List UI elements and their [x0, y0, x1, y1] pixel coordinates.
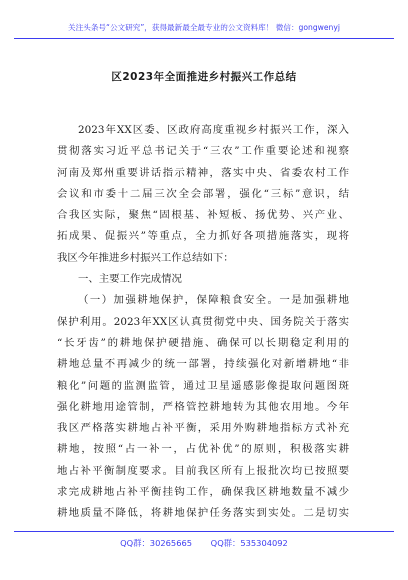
text-line: 我区严格落实耕地占补平衡，采用外购耕地指标方式补充: [57, 422, 349, 435]
document-body: [57, 120, 349, 525]
text-line: “长牙齿”的耕地保护硬措施、确保可以长期稳定利用的: [57, 336, 349, 349]
text-line: 一、主要工作完成情况: [78, 273, 182, 286]
text-line: 2023年XX区委、区政府高度重视乡村振兴工作，深入: [78, 124, 349, 136]
text-line: 耕地质量不降低，将耕地保护任务落实到实处。二是切实: [57, 507, 349, 520]
text-line: 贯彻落实习近平总书记关于“三农”工作重要论述和视察: [57, 145, 349, 158]
footer-divider: [14, 531, 394, 532]
text-line: 求完成耕地占补平衡挂钩工作，确保我区耕地数量不减少: [57, 486, 349, 499]
text-line: （一）加强耕地保护，保障粮食安全。一是加强耕地: [78, 294, 349, 307]
header-divider: [14, 38, 394, 39]
text-line: 会议和市委十二届三次全会部署，强化“三标”意识，结: [57, 187, 349, 200]
text-line: 保护利用。2023年XX区认真贯彻党中央、国务院关于落实: [57, 315, 349, 328]
text-line: 河南及郑州重要讲话指示精神，落实中央、省委农村工作: [57, 166, 349, 179]
text-line: 耕地总量不再减少的统一部署，持续强化对新增耕地“非: [57, 358, 349, 371]
footer-banner: [0, 537, 408, 549]
text-line: 合我区实际，聚焦“固根基、补短板、扬优势、兴产业、: [57, 209, 349, 222]
footer-qq-group-2: QQ群：535304092: [210, 538, 288, 548]
document-title: 区2023年全面推进乡村振兴工作总结: [111, 71, 297, 83]
section-heading: [57, 269, 349, 290]
text-line: 粮化”问题的监测监管，通过卫星遥感影像提取问题图斑: [57, 379, 349, 392]
footer-qq-group-1: QQ群：30265665: [120, 538, 193, 548]
paragraph-intro: [57, 120, 349, 269]
text-line: 地占补平衡制度要求。目前我区所有上报批次均已按照要: [57, 464, 349, 477]
text-line: 耕地，按照“占一补一，占优补优”的原则，积极落实耕: [57, 443, 349, 456]
paragraph-farmland: [57, 290, 349, 524]
text-line: 拓成果、促振兴”等重点，全力抓好各项措施落实，现将: [57, 230, 349, 243]
text-line: 我区今年推进乡村振兴工作总结如下：: [57, 251, 234, 264]
text-line: 强化耕地用途管制，严格管控耕地转为其他农用地。今年: [57, 400, 349, 413]
header-banner: 关注头条号“公文研究”，获得最新最全最专业的公文资料库！ 微信：gongwenyj: [68, 23, 340, 32]
